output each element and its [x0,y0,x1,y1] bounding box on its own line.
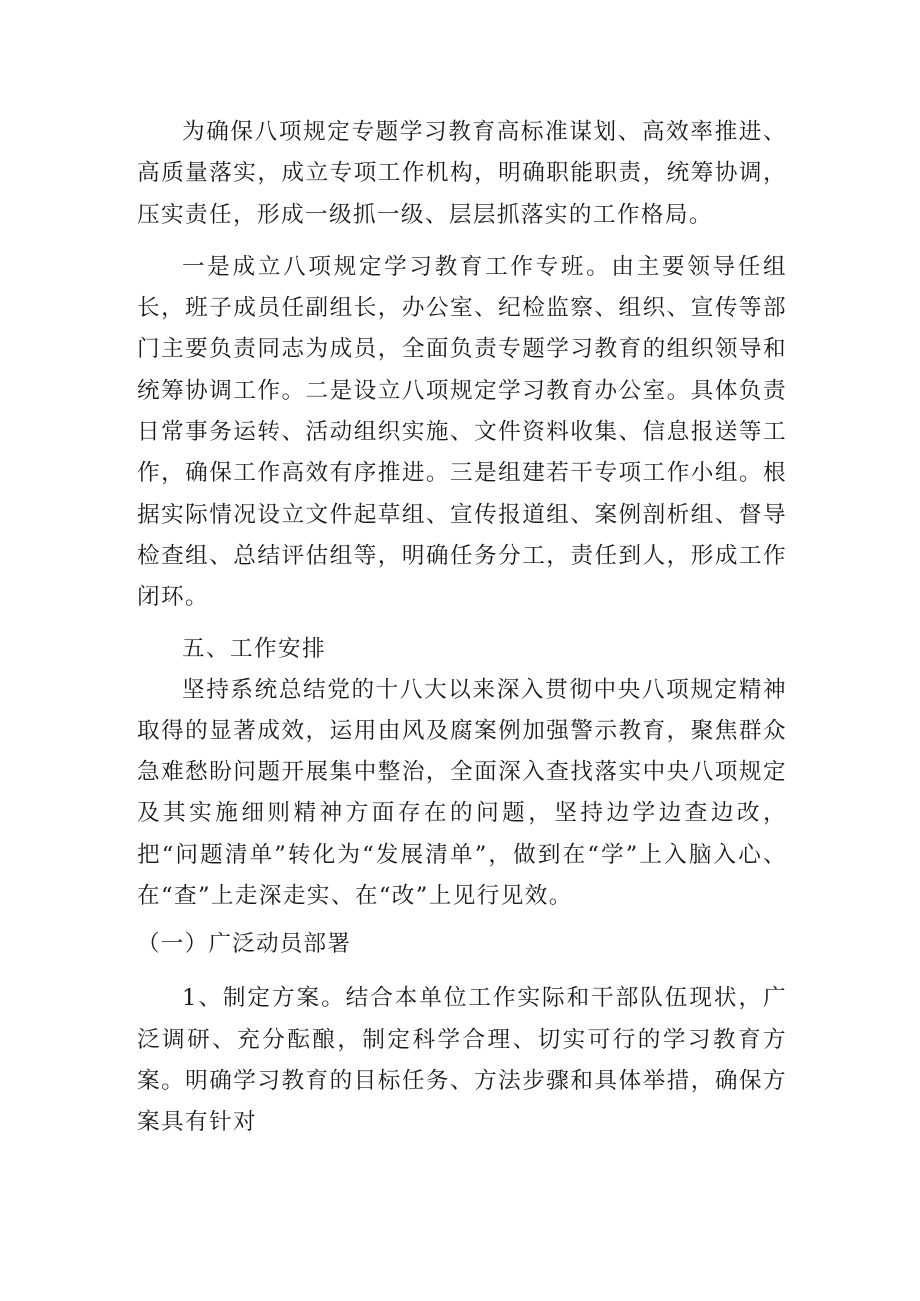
paragraph-work-structure: 一是成立八项规定学习教育工作专班。由主要领导任组长，班子成员任副组长，办公室、纪检监察、组织、宣传等部门主要负责同志为成员，全面负责专题学习教育的组织领导和统筹协调工作。二是设立八项规定学习教育办公室。具体负责日常事务运转、活动组织实施、文件资料收集、信息报送等工作，确保工作高效有序推进。三是组建若干专项工作小组。根据实际情况设立文件起草组、宣传报道组、案例剖析组、督导检查组、总结评估组等，明确任务分工，责任到人，形成工作闭环。 [137,253,787,611]
subsection-heading-mobilization: （一）广泛动员部署 [137,931,352,958]
paragraph-institution-purpose: 为确保八项规定专题学习教育高标准谋划、高效率推进、高质量落实，成立专项工作机构，明确职能职责，统筹协调，压实责任，形成一级抓一级、层层抓落实的工作格局。 [137,119,787,228]
paragraph-work-arrangement: 坚持系统总结党的十八大以来深入贯彻中央八项规定精神取得的显著成效，运用由风及腐案例加强警示教育，聚焦群众急难愁盼问题开展集中整治，全面深入查找落实中央八项规定及其实施细则精神方面存在的问题，坚持边学边查边改，把“问题清单”转化为“发展清单”，做到在“学”上入脑入心、在“查”上走深走实、在“改”上见行见效。 [137,676,787,910]
paragraph-formulate-plan: 1、制定方案。结合本单位工作实际和干部队伍现状，广泛调研、充分酝酿，制定科学合理、切实可行的学习教育方案。明确学习教育的目标任务、方法步骤和具体举措，确保方案具有针对 [137,985,787,1136]
document-body [137,112,787,1144]
section-heading-work-arrangement: 五、工作安排 [182,635,326,662]
